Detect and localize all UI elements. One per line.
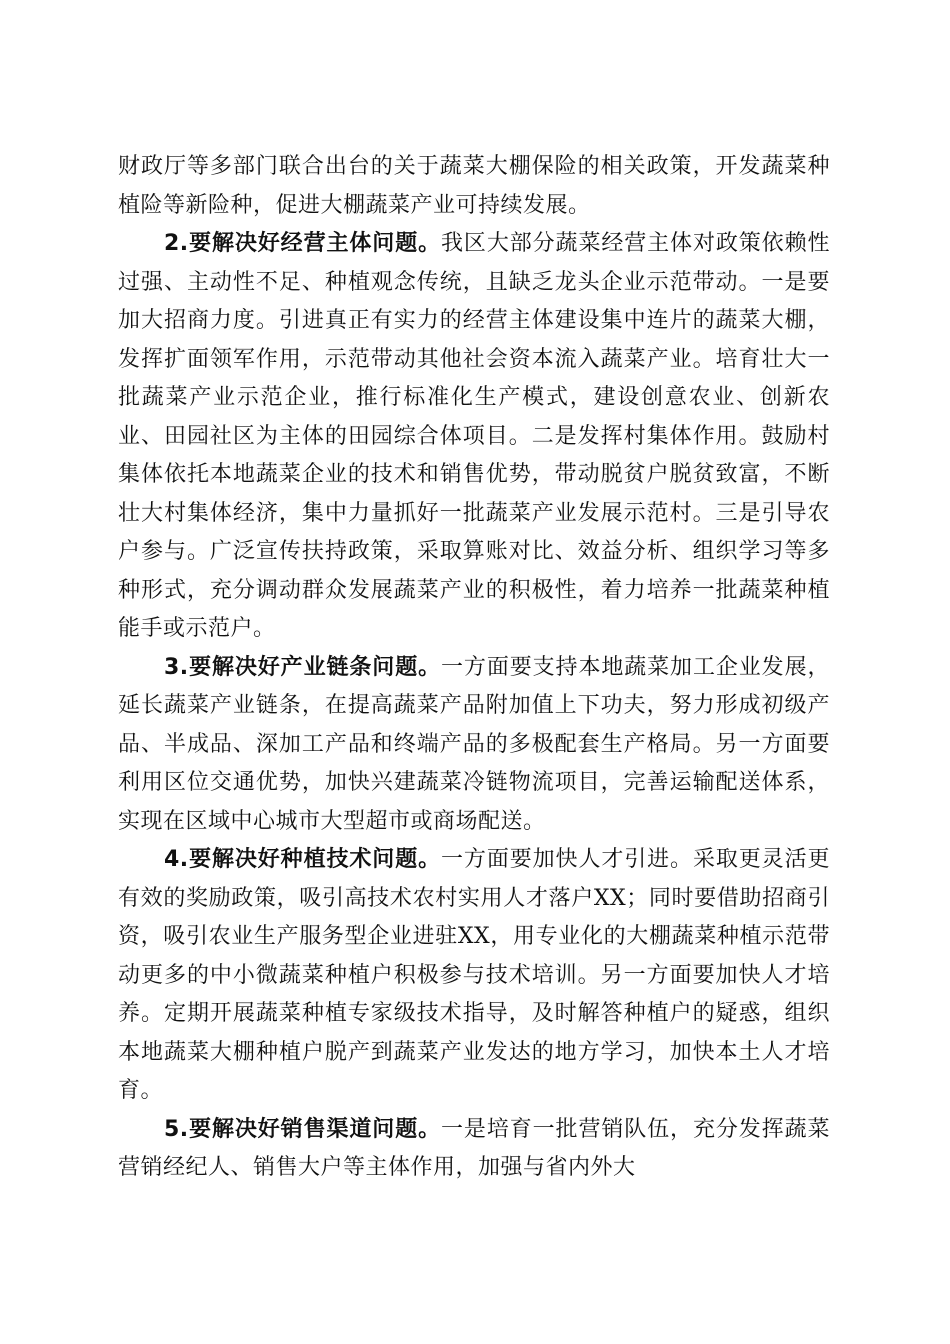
paragraph-planting-technology bbox=[118, 841, 830, 1111]
paragraph-heading: 4.要解决好种植技术问题。 bbox=[164, 847, 442, 872]
document-page bbox=[118, 148, 830, 1188]
paragraph-heading: 2.要解决好经营主体问题。 bbox=[164, 231, 442, 256]
paragraph-sales-channel bbox=[118, 1111, 830, 1188]
paragraph-heading: 5.要解决好销售渠道问题。 bbox=[164, 1116, 442, 1142]
paragraph-body: 我区大部分蔬菜经营主体对政策依赖性过强、主动性不足、种植观念传统，且缺乏龙头企业示范带动。一是要加大招商力度。引进真正有实力的经营主体建设集中连片的蔬菜大棚，发挥扩面领军作用，示范带动其他社会资本流入蔬菜产业。培育壮大一批蔬菜产业示范企业，推行标准化生产模式，建设创意农业、创新农业、田园社区为主体的田园综合体项目。二是发挥村集体作用。鼓励村集体依托本地蔬菜企业的技术和销售优势，带动脱贫户脱贫致富，不断壮大村集体经济，集中力量抓好一批蔬菜产业发展示范村。三是引导农户参与。广泛宣传扶持政策，采取算账对比、效益分析、组织学习等多种形式，充分调动群众发展蔬菜产业的积极性，着力培养一批蔬菜种植能手或示范户。 bbox=[118, 231, 830, 641]
paragraph-body: 一是培育一批营销队伍，充分发挥蔬菜营销经纪人、销售大户等主体作用，加强与省内外大 bbox=[118, 1116, 830, 1180]
paragraph-business-entity bbox=[118, 225, 830, 649]
paragraph-body: 一方面要支持本地蔬菜加工企业发展，延长蔬菜产业链条，在提高蔬菜产品附加值上下功夫，努力形成初级产品、半成品、深加工产品和终端产品的多极配套生产格局。另一方面要利用区位交通优势，加快兴建蔬菜冷链物流项目，完善运输配送体系，实现在区域中心城市大型超市或商场配送。 bbox=[118, 654, 830, 834]
paragraph-body: 一方面要加快人才引进。采取更灵活更有效的奖励政策，吸引高技术农村实用人才落户XX；同时要借助招商引资，吸引农业生产服务型企业进驻XX，用专业化的大棚蔬菜种植示范带动更多的中小微蔬菜种植户积极参与技术培训。另一方面要加快人才培养。定期开展蔬菜种植专家级技术指导，及时解答种植户的疑惑，组织本地蔬菜大棚种植户脱产到蔬菜产业发达的地方学习，加快本土人才培育。 bbox=[118, 847, 830, 1103]
paragraph-continuation bbox=[118, 148, 830, 225]
paragraph-heading: 3.要解决好产业链条问题。 bbox=[164, 654, 442, 680]
paragraph-industry-chain bbox=[118, 649, 830, 842]
paragraph-body: 财政厅等多部门联合出台的关于蔬菜大棚保险的相关政策，开发蔬菜种植险等新险种，促进大棚蔬菜产业可持续发展。 bbox=[118, 154, 830, 218]
